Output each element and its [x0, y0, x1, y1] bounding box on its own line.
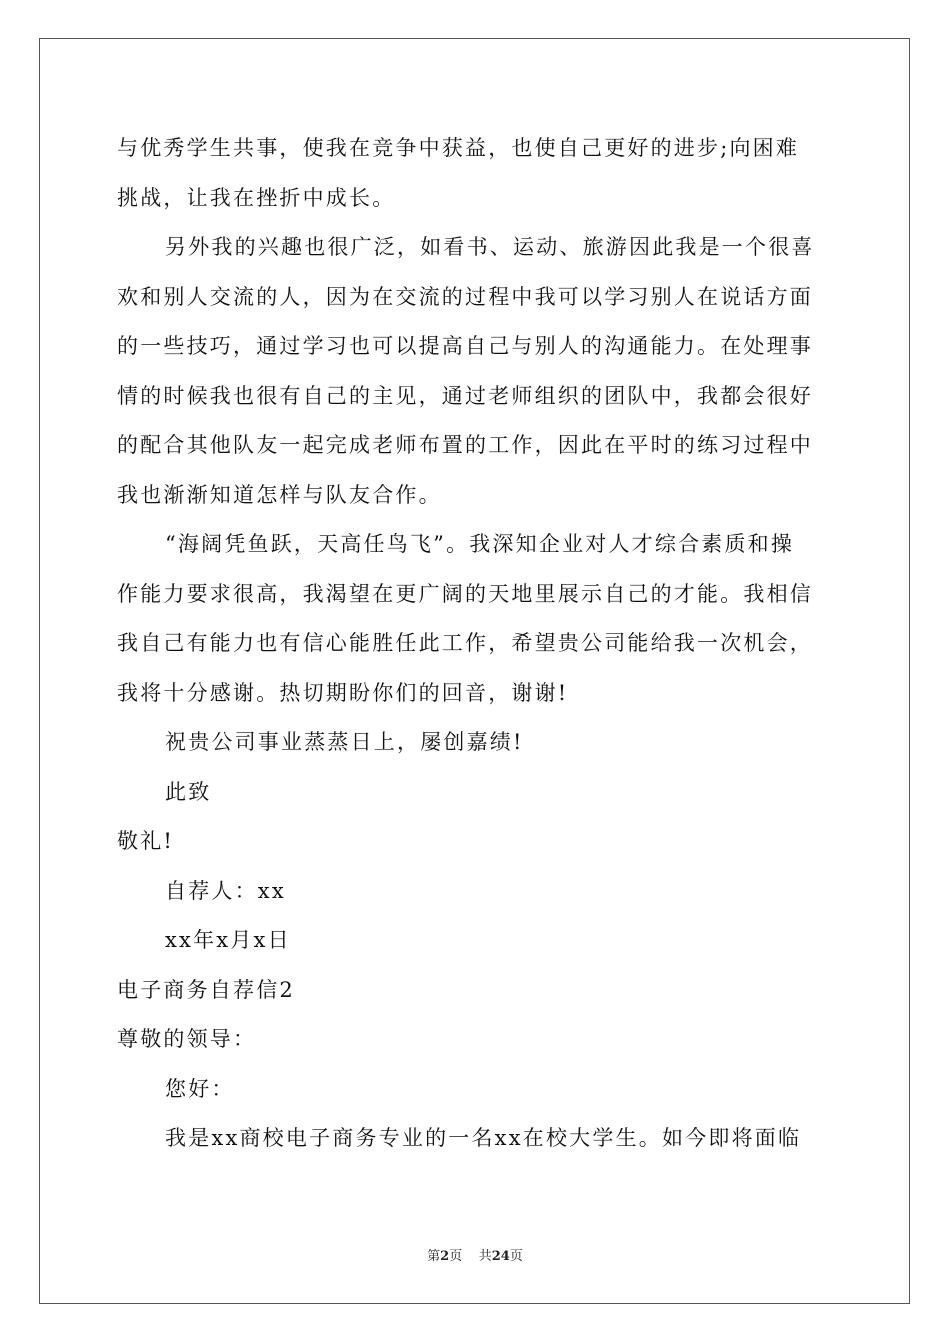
- text-line: 此致: [165, 779, 212, 804]
- text-line: 我是xx商校电子商务专业的一名xx在校大学生。如今即将面临: [165, 1126, 802, 1150]
- text-line: 情的时候我也很有自己的主见，通过老师组织的团队中，我都会很好: [117, 383, 813, 408]
- text-line: 电子商务自荐信2: [117, 977, 295, 1002]
- text-line: 欢和别人交流的人，因为在交流的过程中我可以学习别人在说话方面: [117, 284, 813, 309]
- text-line: “海阔凭鱼跃，天高任鸟飞”。我深知企业对人才综合素质和操: [165, 532, 795, 556]
- text-line: 祝贵公司事业蒸蒸日上，屡创嘉绩!: [165, 730, 524, 754]
- text-line: 敬礼!: [117, 829, 175, 853]
- footer-total-suffix: 页: [509, 1249, 523, 1264]
- footer-page-suffix: 页: [449, 1249, 463, 1264]
- text-line: 的一些技巧，通过学习也可以提高自己与别人的沟通能力。在处理事: [117, 334, 813, 358]
- text-line: 与优秀学生共事，使我在竞争中获益，也使自己更好的进步;向困难: [117, 136, 800, 160]
- page-footer: [0, 1245, 950, 1264]
- text-line: 另外我的兴趣也很广泛，如看书、运动、旅游因此我是一个很喜: [165, 235, 815, 259]
- footer-page-prefix: 第: [427, 1249, 441, 1264]
- text-line: xx年x月x日: [165, 928, 291, 952]
- document-body: [117, 124, 837, 1164]
- text-line: 我也渐渐知道怎样与队友合作。: [117, 482, 442, 507]
- text-line: 我自己有能力也有信心能胜任此工作，希望贵公司能给我一次机会，: [117, 631, 813, 655]
- text-line: 作能力要求很高，我渴望在更广阔的天地里展示自己的才能。我相信: [117, 581, 813, 606]
- text-line: 我将十分感谢。热切期盼你们的回音，谢谢!: [117, 680, 569, 705]
- footer-total-pages: 24: [491, 1249, 510, 1264]
- text-line: 挑战，让我在挫折中成长。: [117, 185, 396, 210]
- footer-page-number: 2: [440, 1249, 450, 1264]
- footer-total-prefix: 共: [478, 1249, 492, 1264]
- text-line: 的配合其他队友一起完成老师布置的工作，因此在平时的练习过程中: [117, 433, 813, 457]
- text-line: 您好：: [165, 1076, 235, 1101]
- text-line: 尊敬的领导：: [117, 1027, 257, 1051]
- text-line: 自荐人：xx: [165, 878, 286, 903]
